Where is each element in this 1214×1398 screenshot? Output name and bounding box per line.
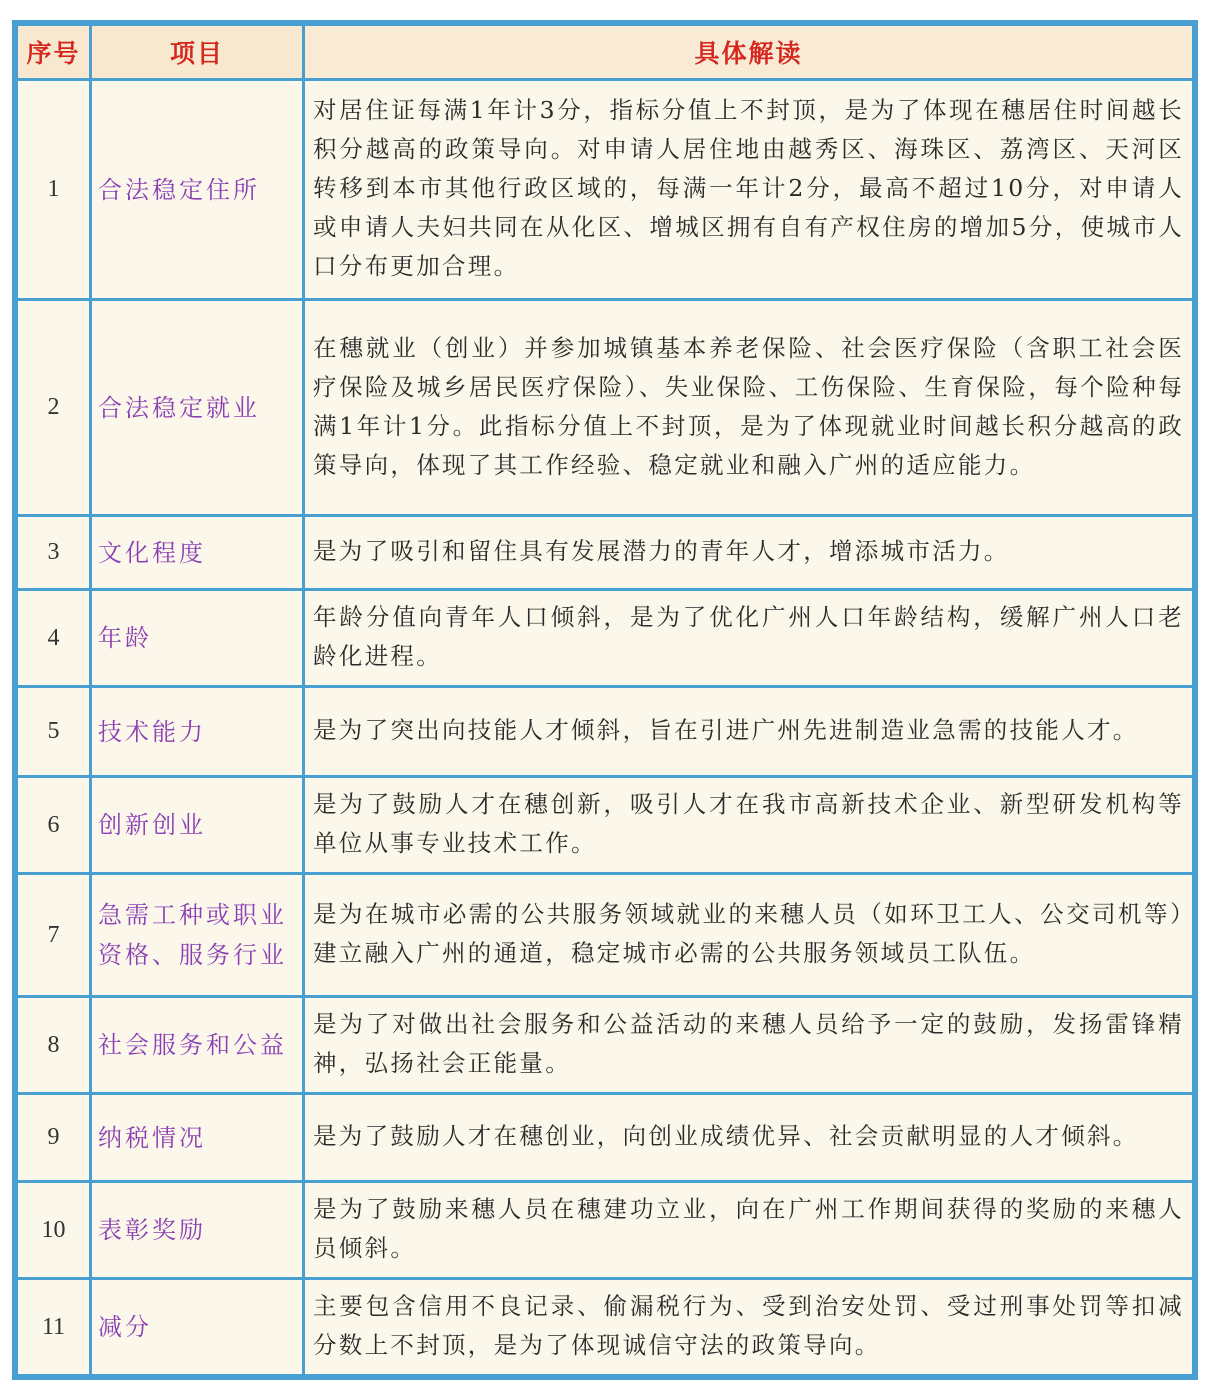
row-description: 年龄分值向青年人口倾斜，是为了优化广州人口年龄结构，缓解广州人口老龄化进程。: [304, 590, 1194, 687]
row-number: 5: [17, 687, 91, 777]
row-item: 创新创业: [91, 777, 304, 874]
table-row: [17, 590, 1194, 687]
header-item: 项目: [91, 25, 304, 80]
row-item: 合法稳定就业: [91, 300, 304, 516]
row-description: 是为了鼓励人才在穗创新，吸引人才在我市高新技术企业、新型研发机构等单位从事专业技术工作。: [304, 777, 1194, 874]
row-item: 社会服务和公益: [91, 997, 304, 1094]
row-description: 是为在城市必需的公共服务领域就业的来穗人员（如环卫工人、公交司机等）建立融入广州的通道，稳定城市必需的公共服务领域员工队伍。: [304, 874, 1194, 997]
row-item: 技术能力: [91, 687, 304, 777]
row-description: 在穗就业（创业）并参加城镇基本养老保险、社会医疗保险（含职工社会医疗保险及城乡居民医疗保险）、失业保险、工伤保险、生育保险，每个险种每满1年计1分。此指标分值上不封顶，是为了体现就业时间越长积分越高的政策导向，体现了其工作经验、稳定就业和融入广州的适应能力。: [304, 300, 1194, 516]
row-description: 主要包含信用不良记录、偷漏税行为、受到治安处罚、受过刑事处罚等扣减分数上不封顶，是为了体现诚信守法的政策导向。: [304, 1279, 1194, 1376]
row-number: 1: [17, 80, 91, 300]
row-number: 9: [17, 1094, 91, 1182]
table-row: [17, 997, 1194, 1094]
row-number: 10: [17, 1182, 91, 1279]
header-interpretation: 具体解读: [304, 25, 1194, 80]
row-description: 是为了吸引和留住具有发展潜力的青年人才，增添城市活力。: [304, 516, 1194, 590]
row-description: 是为了鼓励人才在穗创业，向创业成绩优异、社会贡献明显的人才倾斜。: [304, 1094, 1194, 1182]
row-item: 表彰奖励: [91, 1182, 304, 1279]
points-policy-table: [15, 23, 1195, 1377]
row-number: 7: [17, 874, 91, 997]
row-item: 急需工种或职业资格、服务行业: [91, 874, 304, 997]
table-row: [17, 1279, 1194, 1376]
row-item: 合法稳定住所: [91, 80, 304, 300]
row-description: 是为了鼓励来穗人员在穗建功立业，向在广州工作期间获得的奖励的来穗人员倾斜。: [304, 1182, 1194, 1279]
row-description: 对居住证每满1年计3分，指标分值上不封顶，是为了体现在穗居住时间越长积分越高的政策导向。对申请人居住地由越秀区、海珠区、荔湾区、天河区转移到本市其他行政区域的，每满一年计2分，最高不超过10分，对申请人或申请人夫妇共同在从化区、增城区拥有自有产权住房的增加5分，使城市人口分布更加合理。: [304, 80, 1194, 300]
table-row: [17, 1182, 1194, 1279]
table-row: [17, 516, 1194, 590]
row-description: 是为了对做出社会服务和公益活动的来穗人员给予一定的鼓励，发扬雷锋精神，弘扬社会正能量。: [304, 997, 1194, 1094]
policy-table-frame: [12, 20, 1198, 1380]
row-item: 年龄: [91, 590, 304, 687]
table-row: [17, 300, 1194, 516]
row-number: 8: [17, 997, 91, 1094]
row-item: 减分: [91, 1279, 304, 1376]
row-item: 文化程度: [91, 516, 304, 590]
table-row: [17, 687, 1194, 777]
table-row: [17, 1094, 1194, 1182]
table-row: [17, 777, 1194, 874]
row-item: 纳税情况: [91, 1094, 304, 1182]
header-serial-number: 序号: [17, 25, 91, 80]
row-number: 4: [17, 590, 91, 687]
table-row: [17, 874, 1194, 997]
row-description: 是为了突出向技能人才倾斜，旨在引进广州先进制造业急需的技能人才。: [304, 687, 1194, 777]
row-number: 3: [17, 516, 91, 590]
row-number: 2: [17, 300, 91, 516]
table-row: [17, 80, 1194, 300]
row-number: 11: [17, 1279, 91, 1376]
row-number: 6: [17, 777, 91, 874]
table-header-row: [17, 25, 1194, 80]
